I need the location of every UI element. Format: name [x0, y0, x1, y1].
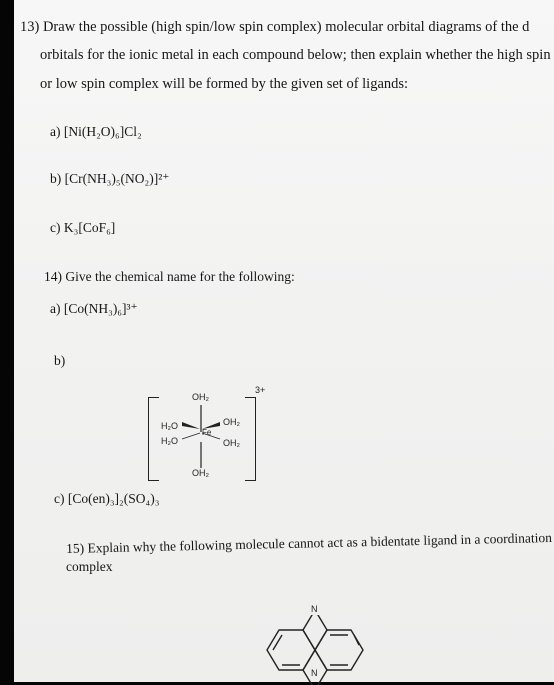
q14-title: 14) Give the chemical name for the following: — [44, 269, 295, 284]
q15-line-2: complex — [66, 559, 113, 574]
q13-part-c: c) K₃[CoF₆] — [50, 220, 116, 235]
q13-part-a: a) [Ni(H₂O)₆]Cl₂ — [50, 124, 142, 139]
ligand-left-lower: H₂O — [161, 436, 178, 446]
metal-center: Fe — [202, 428, 212, 437]
ligand-right-lower: OH₂ — [223, 438, 240, 448]
q13-line-3: or low spin complex will be formed by the given set of ligands: — [40, 76, 409, 92]
ligand-left-upper: H₂O — [161, 421, 178, 431]
q14-part-c: c) [Co(en)₃]₂(SO₄)₃ — [54, 491, 160, 506]
ligand-top: OH₂ — [192, 392, 209, 402]
q13-line-2: orbitals for the ionic metal in each compound below; then explain whether the high spin — [40, 47, 551, 63]
q15-line-1: 15) Explain why the following molecule cannot act as a bidentate ligand in a coordination — [66, 529, 553, 556]
q13-line-1: 13) Draw the possible (high spin/low spin complex) molecular orbital diagrams of the d — [20, 19, 530, 35]
ligand-bottom: OH₂ — [192, 468, 209, 478]
ligand-right-upper: OH₂ — [223, 417, 240, 427]
q14-part-b: b) — [54, 353, 66, 368]
worksheet-page — [14, 0, 554, 682]
q14-part-a: a) [Co(NH₃)₆]³⁺ — [50, 301, 138, 316]
nitrogen-bottom: N — [311, 668, 318, 678]
complex-charge: 3+ — [255, 385, 266, 395]
q13-part-b: b) [Cr(NH₃)₅(NO₂)]²⁺ — [50, 171, 170, 186]
nitrogen-top: N — [311, 604, 318, 614]
right-bracket — [245, 397, 256, 481]
